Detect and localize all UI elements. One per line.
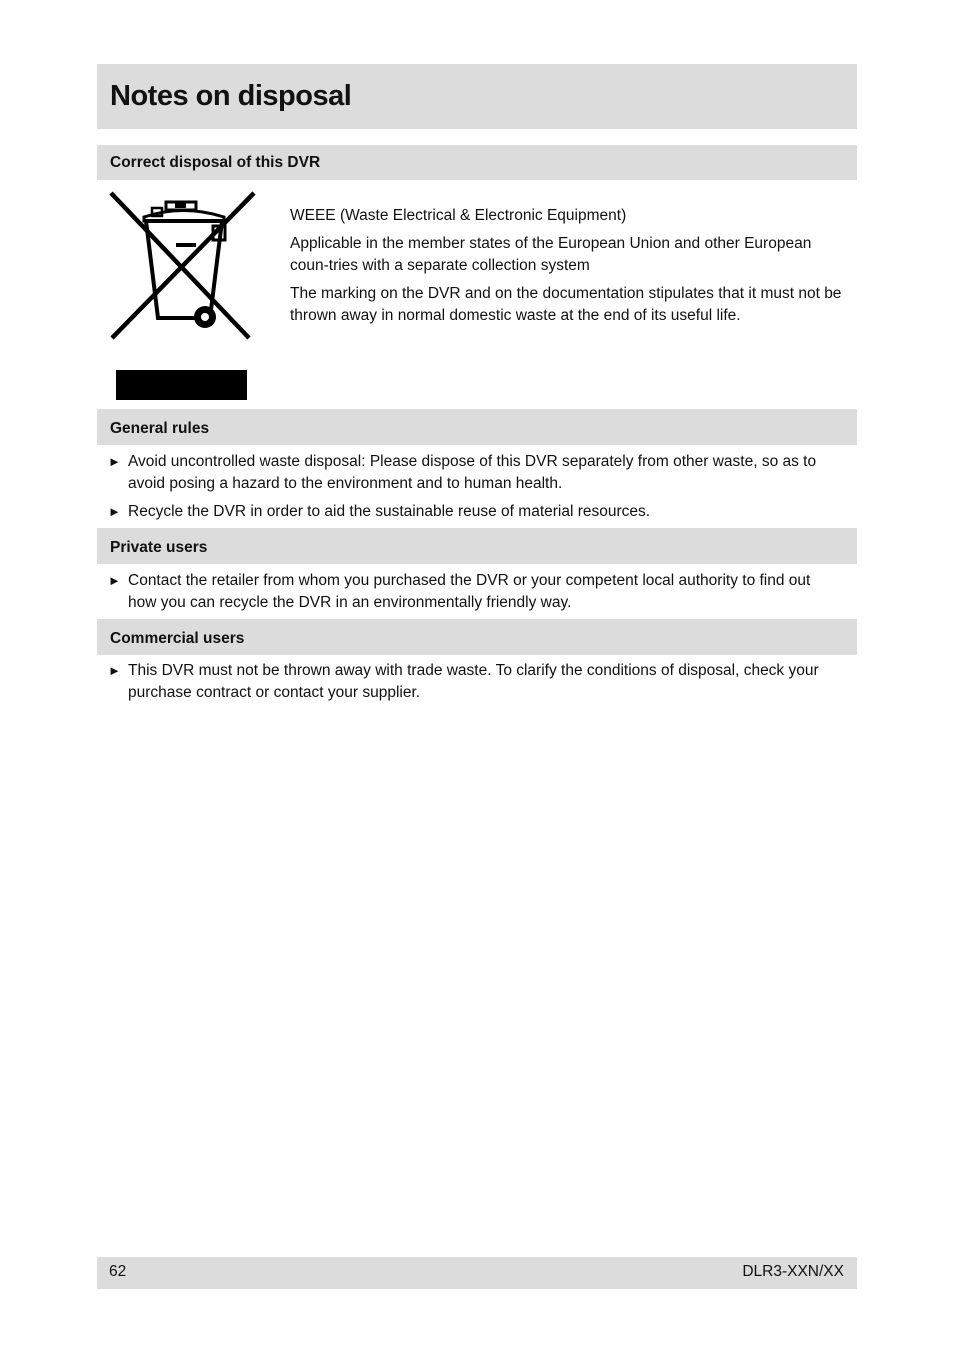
list-item [108,570,838,614]
bullet-text: Contact the retailer from whom you purchased the DVR or your competent local authority to find out how you can recycle the DVR in an environmentally friendly way. [128,572,811,611]
title-bar [97,64,857,129]
bullet-text: Avoid uncontrolled waste disposal: Please dispose of this DVR separately from other waste, so as to avoid posing a hazard to the environment and to human health. [128,453,817,492]
bullet-arrow-icon: ► [108,454,121,469]
bullet-text: This DVR must not be thrown away with trade waste. To clarify the conditions of disposal, check your purchase contract or contact your supplier. [128,662,819,701]
weee-paragraph: Applicable in the member states of the European Union and other European coun-tries with a separate collection system [290,235,812,274]
page-number: 62 [109,1263,127,1280]
page-title: Notes on disposal [110,80,352,112]
section-heading: Commercial users [110,630,245,647]
list-item [108,660,838,704]
weee-paragraph: The marking on the DVR and on the documentation stipulates that it must not be thrown away in normal domestic waste at the end of its useful life. [290,285,842,324]
weee-paragraph: WEEE (Waste Electrical & Electronic Equipment) [290,207,627,224]
bullet-arrow-icon: ► [108,504,121,519]
bullet-text: Recycle the DVR in order to aid the sustainable reuse of material resources. [128,503,651,520]
section-heading: Private users [110,539,208,556]
section-heading: Correct disposal of this DVR [110,154,321,171]
bullet-arrow-icon: ► [108,663,121,678]
model-number: DLR3-XXN/XX [742,1263,844,1280]
section-header-general-rules [97,409,857,445]
weee-text [290,205,845,333]
section-heading: General rules [110,420,210,437]
bullet-arrow-icon: ► [108,573,121,588]
list-item [108,451,838,495]
page-footer [97,1257,857,1289]
section-header-private-users [97,528,857,564]
section-header-correct-disposal [97,145,857,180]
crossed-out-wheelie-bin-icon [108,190,258,407]
section-header-commercial-users [97,619,857,655]
list-item [108,501,838,523]
